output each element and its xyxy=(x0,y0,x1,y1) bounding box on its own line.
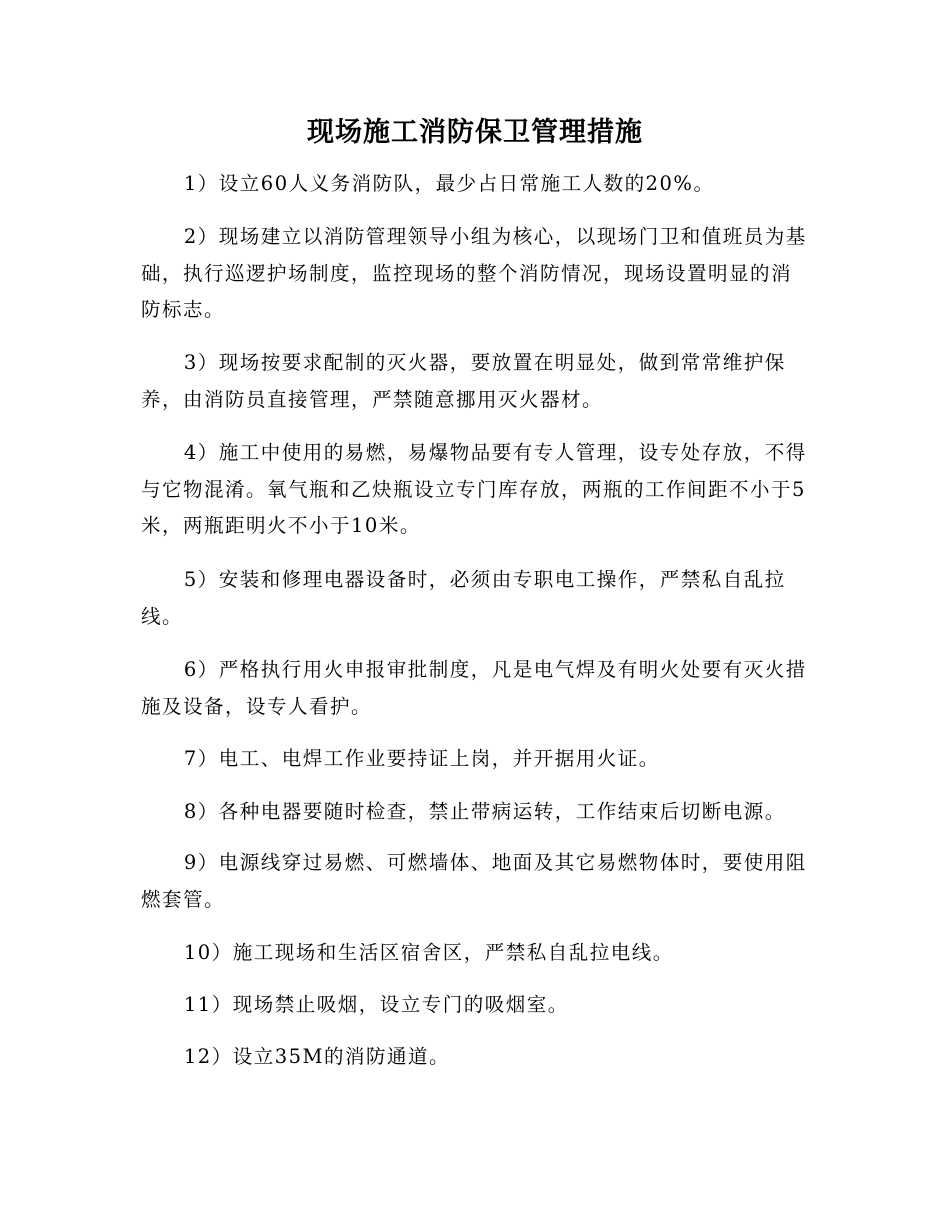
measure-item-4: 4）施工中使用的易燃，易爆物品要有专人管理，设专处存放，不得与它物混淆。氧气瓶和乙炔瓶设立专门库存放，两瓶的工作间距不小于5米，两瓶距明火不小于10米。 xyxy=(141,441,807,537)
measure-item-6: 6）严格执行用火申报审批制度，凡是电气焊及有明火处要有灭火措施及设备，设专人看护。 xyxy=(141,658,807,718)
measure-item-5: 5）安装和修理电器设备时，必须由专职电工操作，严禁私自乱拉线。 xyxy=(141,568,786,628)
measure-item-3: 3）现场按要求配制的灭火器，要放置在明显处，做到常常维护保养，由消防员直接管理，严禁随意挪用灭火器材。 xyxy=(141,351,786,411)
measure-item-10: 10）施工现场和生活区宿舍区，严禁私自乱拉电线。 xyxy=(183,941,674,964)
measure-item-1: 1）设立60人义务消防队，最少占日常施工人数的20%。 xyxy=(183,172,715,195)
measure-item-7: 7）电工、电焊工作业要持证上岗，并开据用火证。 xyxy=(183,747,660,770)
document-title: 现场施工消防保卫管理措施 xyxy=(307,117,643,148)
measure-item-8: 8）各种电器要随时检查，禁止带病运转，工作结束后切断电源。 xyxy=(183,800,786,823)
measure-item-12: 12）设立35M的消防通道。 xyxy=(183,1045,450,1068)
measure-item-9: 9）电源线穿过易燃、可燃墙体、地面及其它易燃物体时，要使用阻燃套管。 xyxy=(141,851,807,911)
measure-item-2: 2）现场建立以消防管理领导小组为核心，以现场门卫和值班员为基础，执行巡逻护场制度，监控现场的整个消防情况，现场设置明显的消防标志。 xyxy=(141,225,807,321)
measure-item-11: 11）现场禁止吸烟，设立专门的吸烟室。 xyxy=(183,993,569,1016)
